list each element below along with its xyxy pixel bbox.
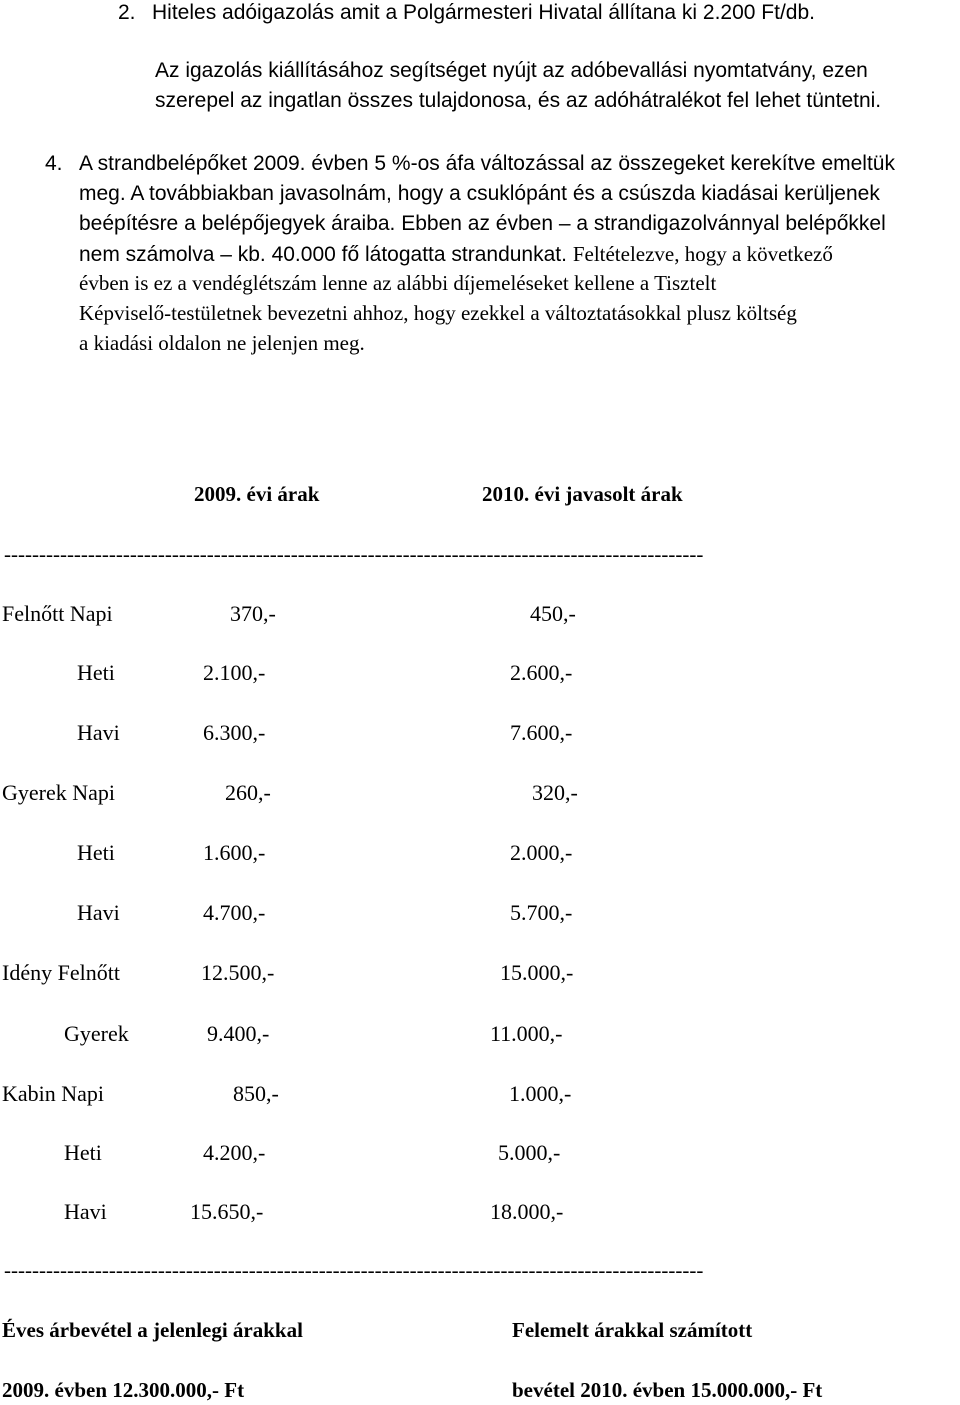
separator-top: ---------------------------------------------------------------------------------------------------- (4, 542, 704, 566)
price-2009-felnott-napi: 370,- (230, 601, 276, 626)
item4-line-2: meg. A továbbiakban javasolnám, hogy a csuklópánt és a csúszda kiadásai kerüljenek (79, 182, 880, 205)
row-label-gyerek-napi: Gyerek Napi (2, 780, 116, 805)
footer-right-value: bevétel 2010. évben 15.000.000,- Ft (512, 1378, 823, 1402)
item4-line-3: beépítésre a belépőjegyek áraiba. Ebben az évben – a strandigazolvánnyal belépőkkel (79, 212, 886, 235)
list-number-4: 4. (45, 152, 63, 175)
item2-line-2: Az igazolás kiállításához segítséget nyújt az adóbevallási nyomtatvány, ezen (155, 59, 868, 82)
price-2009-kabin-havi: 15.650,- (190, 1199, 264, 1224)
row-label-kabin-napi: Kabin Napi (2, 1081, 105, 1106)
item4-line-6: Képviselő-testületnek bevezetni ahhoz, hogy ezekkel a változtatásokkal plusz költség (79, 301, 797, 325)
row-label-gyerek-heti: Heti (77, 840, 115, 865)
price-2010-kabin-napi: 1.000,- (509, 1081, 572, 1106)
price-2010-ideny-felnott: 15.000,- (500, 960, 574, 985)
price-2009-felnott-heti: 2.100,- (203, 660, 266, 685)
separator-bottom: ---------------------------------------------------------------------------------------------------- (4, 1258, 704, 1282)
row-label-felnott-heti: Heti (77, 660, 115, 685)
price-2009-kabin-heti: 4.200,- (203, 1140, 266, 1165)
price-2009-ideny-gyerek: 9.400,- (207, 1021, 270, 1046)
price-2010-gyerek-heti: 2.000,- (510, 840, 573, 865)
footer-left-value: 2009. évben 12.300.000,- Ft (2, 1378, 245, 1402)
item2-line-3: szerepel az ingatlan összes tulajdonosa, és az adóhátralékot fel lehet tüntetni. (155, 89, 882, 112)
price-2009-felnott-havi: 6.300,- (203, 720, 266, 745)
price-2009-gyerek-napi: 260,- (225, 780, 271, 805)
price-2010-felnott-napi: 450,- (530, 601, 576, 626)
price-2010-felnott-havi: 7.600,- (510, 720, 573, 745)
item4-line-5: évben is ez a vendéglétszám lenne az alábbi díjemeléseket kellene a Tisztelt (79, 271, 717, 295)
row-label-kabin-heti: Heti (64, 1140, 102, 1165)
price-2009-ideny-felnott: 12.500,- (201, 960, 275, 985)
footer-left-heading: Éves árbevétel a jelenlegi árakkal (2, 1318, 303, 1342)
item4-line-4-start: nem számolva – kb. 40.000 fő látogatta strandunkat. (79, 243, 567, 266)
row-label-ideny-gyerek: Gyerek (64, 1021, 129, 1046)
price-2010-felnott-heti: 2.600,- (510, 660, 573, 685)
footer-right-heading: Felemelt árakkal számított (512, 1318, 753, 1342)
row-label-gyerek-havi: Havi (77, 900, 120, 925)
price-2009-gyerek-havi: 4.700,- (203, 900, 266, 925)
price-2010-gyerek-havi: 5.700,- (510, 900, 573, 925)
item4-line-4-end: Feltételezve, hogy a következő (572, 242, 833, 266)
row-label-felnott-havi: Havi (77, 720, 120, 745)
price-2010-gyerek-napi: 320,- (532, 780, 578, 805)
item4-line-1: A strandbelépőket 2009. évben 5 %-os áfa változással az összegeket kerekítve emeltük (79, 152, 895, 175)
row-label-kabin-havi: Havi (64, 1199, 107, 1224)
price-2009-kabin-napi: 850,- (233, 1081, 279, 1106)
price-2009-gyerek-heti: 1.600,- (203, 840, 266, 865)
price-2010-ideny-gyerek: 11.000,- (490, 1021, 563, 1046)
price-2010-kabin-havi: 18.000,- (490, 1199, 564, 1224)
list-number-2: 2. (118, 1, 136, 24)
column-header-2010: 2010. évi javasolt árak (482, 482, 683, 506)
row-label-ideny-felnott: Idény Felnőtt (2, 960, 120, 985)
row-label-felnott-napi: Felnőtt Napi (2, 601, 113, 626)
item2-heading: Hiteles adóigazolás amit a Polgármesteri Hivatal állítana ki 2.200 Ft/db. (152, 1, 815, 24)
price-2010-kabin-heti: 5.000,- (498, 1140, 561, 1165)
item4-line-4 (79, 242, 833, 267)
column-header-2009: 2009. évi árak (194, 482, 320, 506)
item4-line-7: a kiadási oldalon ne jelenjen meg. (79, 331, 365, 355)
